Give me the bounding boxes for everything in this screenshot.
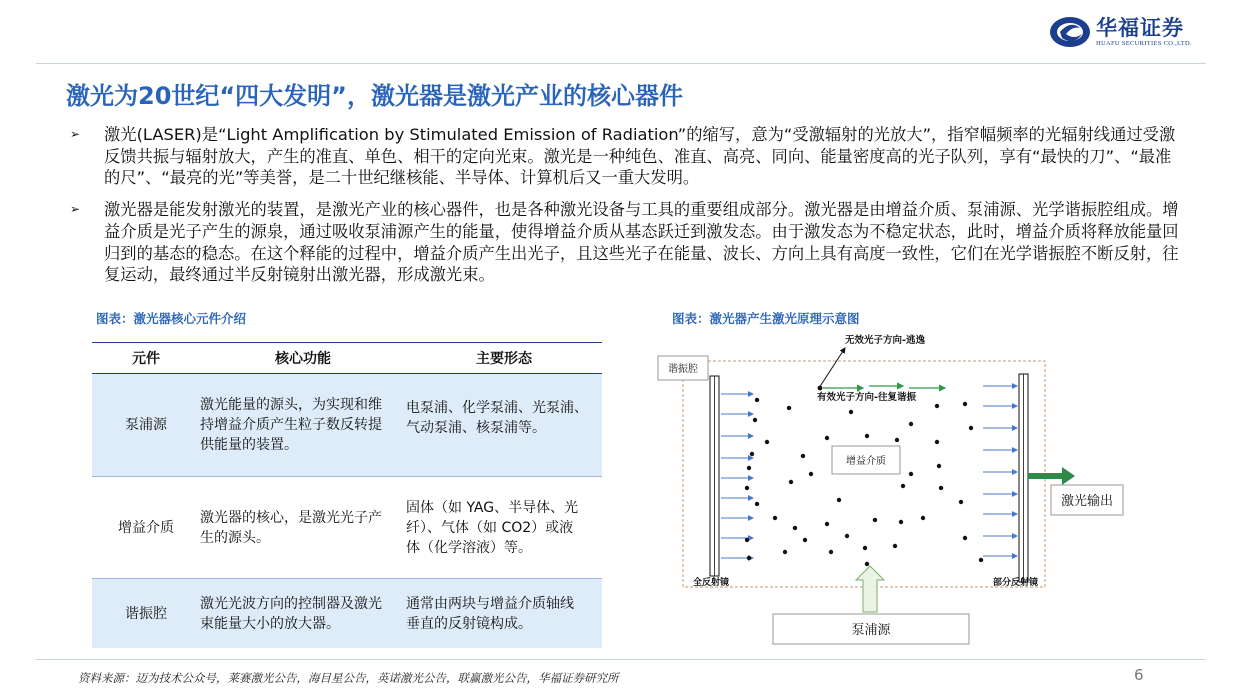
form-line: 电泵浦、化学泵浦、光泵浦、 <box>406 400 588 416</box>
pump-arrow <box>856 566 884 612</box>
slide-title: 激光为20世纪“四大发明”，激光器是激光产业的核心器件 <box>66 82 683 110</box>
component-function <box>200 477 406 578</box>
bullet-item <box>70 124 1180 189</box>
header-divider <box>36 63 1206 64</box>
function-line: 激光能量的源头，为实现和维 <box>200 397 382 413</box>
component-form <box>406 374 602 476</box>
form-line: 体（化学溶液）等。 <box>406 539 532 556</box>
form-line: 气动泵浦、核泵浦等。 <box>406 420 546 436</box>
component-name: 谐振腔 <box>125 605 167 622</box>
table-row <box>92 476 602 578</box>
partial-mirror-label: 部分反射镜 <box>993 578 1039 588</box>
footer-divider <box>36 659 1206 660</box>
logo-name-en: HUAFU SECURITIES CO.,LTD. <box>1096 40 1192 47</box>
table-row <box>92 374 602 476</box>
function-line: 持增益介质产生粒子数反转提 <box>200 417 382 433</box>
function-line: 激光器的核心，是激光光子产 <box>200 509 382 526</box>
form-line: 垂直的反射镜构成。 <box>406 615 532 632</box>
arrow-bullet-icon: ➢ <box>70 127 81 141</box>
component-function <box>200 579 406 648</box>
form-line: 通常由两块与增益介质轴线 <box>406 595 574 612</box>
valid-photon-arrows <box>823 386 945 388</box>
function-line: 生的源头。 <box>200 529 270 546</box>
full-mirror-label: 全反射镜 <box>693 578 730 588</box>
photon-dots <box>745 386 983 567</box>
header-cell: 元件 <box>132 351 160 367</box>
component-form <box>406 477 602 578</box>
valid-photon-label: 有效光子方向-往复谐振 <box>817 392 916 403</box>
header-cell: 主要形态 <box>476 351 532 367</box>
bullet-text: 激光(LASER)是“Light Amplification by Stimulated Emission of Radiation”的缩写，意为“受激辐射的光放大”，指窄幅频率的光辐射线通过受激反馈共振与辐射放大，产生的准直、单色、相干的定向光束。激光是一种纯色、准直、高亮、同向、能量密度高的光子队列，享有“最快的刀”、“最准的尺”、“最亮的光”等美誉，是二十世纪继核能、半导体、计算机后又一重大发明。 <box>104 125 1176 188</box>
huafu-logo-icon <box>1048 14 1092 50</box>
page-number: 6 <box>1134 666 1144 684</box>
photon-arrows-right <box>983 386 1017 556</box>
bullet-text: 激光器是能发射激光的装置，是激光产业的核心器件，也是各种激光设备与工具的重要组成部分。激光器是由增益介质、泵浦源、光学谐振腔组成。增益介质是光子产生的源泉，通过吸收泵浦源产生的能量，使得增益介质从基态跃迁到激发态。由于激发态为不稳定状态，此时，增益介质将释放能量回归到的基态的稳态。在这个释能的过程中，增益介质产生出光子，且这些光子在能量、波长、方向上具有高度一致性，它们在光学谐振腔不断反射，往复运动，最终通过半反射镜射出激光器，形成激光束。 <box>104 200 1179 285</box>
gain-medium-label: 增益介质 <box>846 456 886 467</box>
bullet-item <box>70 199 1180 286</box>
function-line: 束能量大小的放大器。 <box>200 615 340 632</box>
logo-name-cn: 华福证券 <box>1096 15 1184 40</box>
arrow-bullet-icon: ➢ <box>70 202 81 217</box>
form-line: 固体（如 YAG、半导体、光 <box>406 499 579 516</box>
cavity-label: 谐振腔 <box>668 364 698 375</box>
component-form <box>406 579 602 648</box>
source-note: 资料来源：迈为技术公众号，莱赛激光公告，海目星公告，英诺激光公告，联赢激光公告，华福证券研究所 <box>78 671 619 685</box>
escape-photon-arrow <box>819 348 845 388</box>
photon-arrows-left <box>721 394 753 558</box>
laser-output-label: 激光输出 <box>1060 494 1114 509</box>
table-header <box>92 342 602 374</box>
component-name: 泵浦源 <box>125 417 167 433</box>
pump-source-label: 泵浦源 <box>851 623 891 638</box>
component-name: 增益介质 <box>118 519 174 536</box>
laser-output-arrow <box>1028 467 1075 485</box>
component-function <box>200 374 406 476</box>
laser-principle-diagram <box>655 328 1125 650</box>
components-table <box>92 342 602 648</box>
function-line: 供能量的装置。 <box>200 437 298 453</box>
invalid-photon-label: 无效光子方向-逃逸 <box>845 335 925 346</box>
table-caption: 图表：激光器核心元件介绍 <box>96 311 247 326</box>
table-row <box>92 578 602 648</box>
diagram-caption: 图表：激光器产生激光原理示意图 <box>672 311 860 326</box>
function-line: 激光光波方向的控制器及激光 <box>200 595 382 612</box>
header-cell: 核心功能 <box>275 351 331 367</box>
form-line: 纤）、气体（如 CO2）或液 <box>406 519 574 536</box>
company-logo <box>1048 12 1208 52</box>
bullet-list <box>70 124 1180 296</box>
